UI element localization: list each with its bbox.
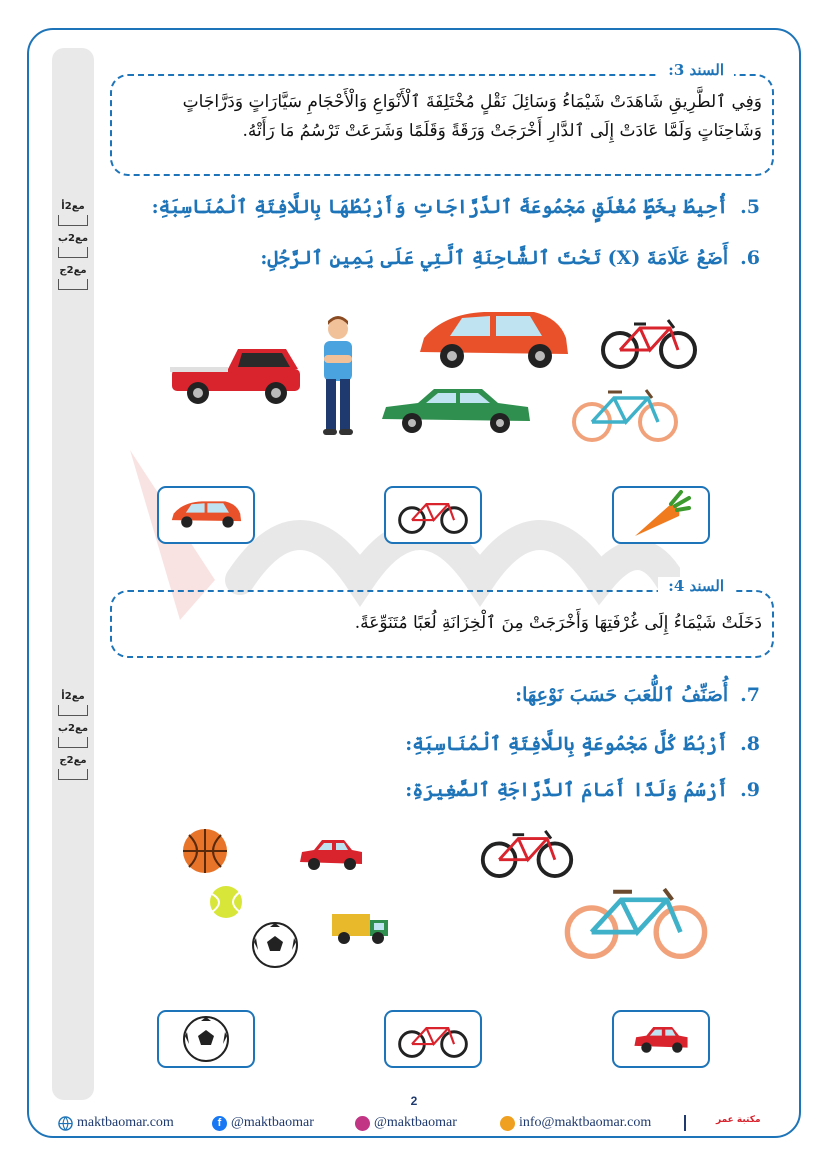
footer-instagram[interactable] bbox=[355, 1115, 457, 1131]
question-number: 7. bbox=[740, 684, 760, 706]
small-bicycle-image[interactable] bbox=[478, 822, 576, 884]
criterion-label: مع2ب bbox=[57, 723, 89, 734]
email-icon bbox=[500, 1116, 515, 1131]
label-box-car[interactable] bbox=[157, 486, 255, 544]
big-bicycle-image[interactable] bbox=[562, 876, 710, 964]
footer bbox=[0, 1113, 826, 1135]
sanad-3-line-2: وَشَاحِنَاتٍ وَلَمَّا عَادَتْ إِلَى ٱلدَّارِ أَخْرَجَتْ وَرَقَةً وَقَلَمًا وَشَرَعَتْ تَرْسُمُ مَا رَأَتْهُ. bbox=[242, 121, 762, 141]
website-text: maktbaomar.com bbox=[77, 1115, 174, 1130]
bicycle-icon bbox=[396, 495, 470, 535]
criterion-checkbox[interactable] bbox=[58, 705, 88, 716]
basketball-image[interactable] bbox=[180, 826, 230, 876]
soccer-ball-image[interactable] bbox=[250, 920, 300, 970]
question-number: 9. bbox=[740, 779, 760, 801]
sanad-3-title: السند 3: bbox=[658, 61, 734, 79]
facebook-text: @maktbaomar bbox=[231, 1115, 314, 1130]
question-9 bbox=[405, 779, 760, 801]
globe-icon bbox=[58, 1116, 73, 1131]
question-number: 5. bbox=[740, 196, 760, 218]
sanad-4-text: دَخَلَتْ شَيْمَاءُ إِلَى غُرْفَتِهَا وَأَخْرَجَتْ مِنَ ٱلْخِزَانَةِ لُعَبًا مُتَنَوِّعَةً. bbox=[354, 613, 762, 633]
criterion-checkbox[interactable] bbox=[58, 737, 88, 748]
label-box-bicycle[interactable] bbox=[384, 486, 482, 544]
question-7 bbox=[515, 684, 760, 706]
pickup-truck-image[interactable] bbox=[168, 345, 306, 407]
footer-divider bbox=[684, 1115, 686, 1131]
toy-truck-image[interactable] bbox=[330, 910, 392, 946]
email-text: info@maktbaomar.com bbox=[519, 1115, 652, 1130]
carrot-icon bbox=[631, 490, 691, 540]
bicycle-icon bbox=[396, 1019, 470, 1059]
criterion-label: مع2أ bbox=[61, 691, 85, 702]
criterion-checkbox[interactable] bbox=[58, 247, 88, 258]
question-text: أُحِيطُ بِخَطٍّ مُغْلَقٍ مَجْمُوعَةَ ٱلدَّرَّاجَاتِ وَأَرْبُطُهَا بِاللَّافِتَةِ ٱلْمُنَاسِبَةِ: bbox=[151, 196, 729, 218]
question-text: أُصَنِّفُ ٱللُّعَبَ حَسَبَ نَوْعِهَا: bbox=[515, 684, 729, 706]
question-5 bbox=[152, 196, 760, 218]
question-number: 8. bbox=[740, 733, 760, 755]
blue-bicycle-image[interactable] bbox=[570, 384, 680, 442]
label-box-carrot[interactable] bbox=[612, 486, 710, 544]
toy-car-image[interactable] bbox=[296, 836, 366, 872]
question-text: أَرْبُطُ كُلَّ مَجْمُوعَةٍ بِاللَّافِتَةِ ٱلْمُنَاسِبَةِ: bbox=[405, 733, 729, 755]
label-box-bicycle-2[interactable] bbox=[384, 1010, 482, 1068]
criterion-checkbox[interactable] bbox=[58, 279, 88, 290]
criterion-checkbox[interactable] bbox=[58, 769, 88, 780]
label-box-toy-car[interactable] bbox=[612, 1010, 710, 1068]
evaluation-criteria-a bbox=[55, 200, 91, 296]
sanad-3-text bbox=[117, 88, 762, 146]
car-icon bbox=[631, 1023, 691, 1055]
sanad-3-line-1: وَفِي ٱلطَّرِيقِ شَاهَدَتْ شَيْمَاءُ وَسَائِلَ نَقْلٍ مُخْتَلِفَةَ ٱلْأَنْوَاعِ وَالْأَحْجَامِ سَيَّارَاتٍ وَدَرَّاجَاتٍ bbox=[182, 92, 762, 112]
page-number: 2 bbox=[410, 1094, 418, 1108]
man-image[interactable] bbox=[314, 315, 362, 439]
question-text: أَضَعُ عَلَامَةَ (X) تَحْتَ ٱلشَّاحِنَةِ ٱلَّتِي عَلَى يَمِينِ ٱلرَّجُلِ: bbox=[260, 247, 729, 269]
question-number: 6. bbox=[740, 247, 760, 269]
criterion-label: مع2ب bbox=[57, 233, 89, 244]
criterion-checkbox[interactable] bbox=[58, 215, 88, 226]
car-icon bbox=[169, 499, 243, 531]
footer-website[interactable] bbox=[58, 1115, 174, 1131]
footer-facebook[interactable] bbox=[212, 1115, 314, 1131]
tennis-ball-image[interactable] bbox=[208, 884, 244, 920]
instagram-icon bbox=[355, 1116, 370, 1131]
criterion-label: مع2ج bbox=[59, 755, 87, 766]
question-6 bbox=[260, 247, 760, 269]
green-car-image[interactable] bbox=[378, 385, 532, 439]
facebook-icon: f bbox=[212, 1116, 227, 1131]
evaluation-criteria-b bbox=[55, 690, 91, 786]
criterion-label: مع2أ bbox=[61, 201, 85, 212]
label-box-ball[interactable] bbox=[157, 1010, 255, 1068]
footer-email[interactable] bbox=[500, 1115, 651, 1131]
red-bicycle-image[interactable] bbox=[598, 316, 700, 370]
sanad-4-title: السند 4: bbox=[658, 577, 734, 595]
question-8 bbox=[405, 733, 760, 755]
instagram-text: @maktbaomar bbox=[374, 1115, 457, 1130]
footer-logo: مكتبة عمر bbox=[716, 1115, 761, 1125]
soccer-ball-icon bbox=[181, 1014, 231, 1064]
criterion-label: مع2ج bbox=[59, 265, 87, 276]
question-text: أَرْسُمُ وَلَدًا أَمَامَ ٱلدَّرَّاجَةِ ٱلصَّغِيرَةِ: bbox=[405, 779, 729, 801]
orange-car-image[interactable] bbox=[414, 308, 572, 374]
